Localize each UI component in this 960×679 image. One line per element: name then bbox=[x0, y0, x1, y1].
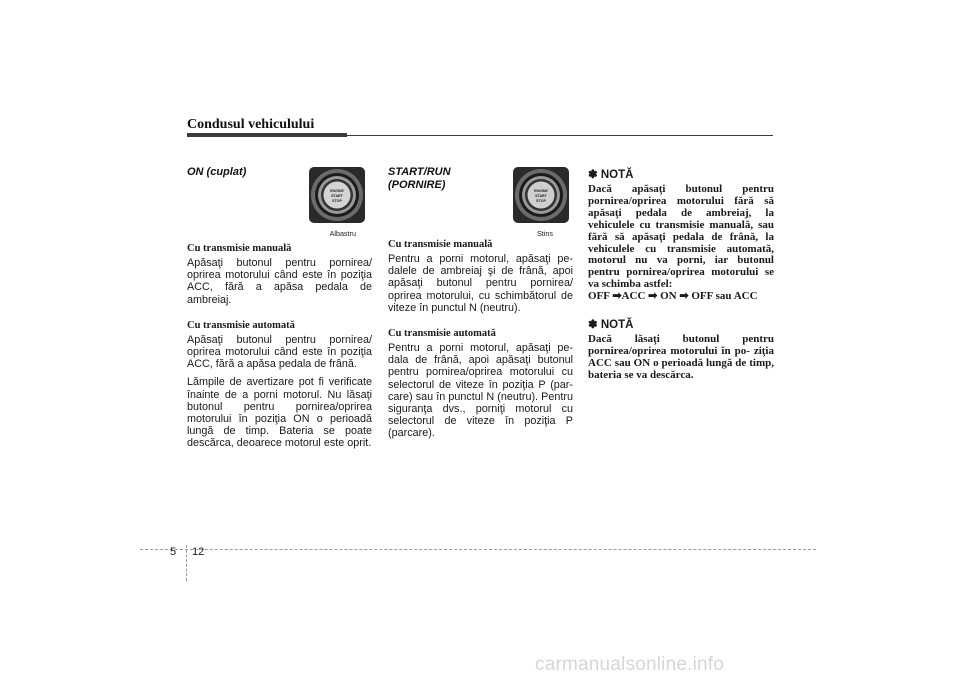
note-text: Dacă lăsaţi butonul pentru pornirea/oprirea motorului în po- ziţia ACC sau ON o perioadă lungă de timp, bateria se va descărca. bbox=[588, 333, 774, 381]
button-text-engine: ENGINE bbox=[534, 189, 548, 193]
button-text-stop: STOP bbox=[332, 199, 342, 203]
chapter-number: 5 bbox=[170, 546, 177, 558]
automatic-transmission-heading: Cu transmisie automată bbox=[187, 319, 295, 331]
header-rule-thick bbox=[187, 133, 347, 137]
footer-divider bbox=[140, 549, 816, 550]
col2-title bbox=[388, 166, 451, 192]
col1-title: ON (cuplat) bbox=[187, 166, 247, 178]
key-sequence: OFF ➡ACC ➡ ON ➡ OFF sau ACC bbox=[588, 290, 758, 303]
image-caption: Albastru bbox=[329, 229, 356, 238]
header-rule-thin bbox=[347, 135, 773, 136]
engine-start-stop-button-icon bbox=[309, 167, 365, 223]
section-title: Condusul vehiculului bbox=[187, 117, 315, 132]
watermark: carmanualsonline.info bbox=[535, 654, 725, 675]
engine-button-photo-blue bbox=[309, 167, 365, 223]
col1-manual-text: Apăsaţi butonul pentru pornirea/ oprirea motorului când este în poziţia ACC, fără a apăsa pedala de ambreiaj. bbox=[187, 257, 372, 306]
col2-body bbox=[388, 239, 573, 446]
engine-button-photo-off bbox=[513, 167, 569, 223]
footer-vertical-divider bbox=[186, 545, 187, 581]
button-text-start: START bbox=[535, 194, 547, 198]
image-caption: Stins bbox=[537, 229, 553, 238]
automatic-transmission-heading: Cu transmisie automată bbox=[388, 328, 496, 340]
col1-auto-text: Apăsaţi butonul pentru pornirea/ oprirea motorului când este în poziţia ACC, fără a apăsa pedala de frână. bbox=[187, 333, 372, 371]
col2-title-line1: START/RUN bbox=[388, 166, 451, 178]
col2-title-line2: (PORNIRE) bbox=[388, 179, 446, 191]
col1-warning-text: Lămpile de avertizare pot fi verificate înainte de a porni motorul. Nu lăsaţi butonul pentru pornirea/oprirea motorului în poziţia ON o perioadă lungă de timp. Bateria se poate descărca, deoarece motorul este oprit. bbox=[187, 376, 372, 450]
col2-manual-text: Pentru a porni motorul, apăsaţi pe- dalele de ambreiaj şi de frână, apoi apăsaţi butonul pentru pornirea/ oprirea motorului, cu schimbătorul de viteze în punctul N (neutru). bbox=[388, 253, 573, 314]
button-text-stop: STOP bbox=[536, 199, 546, 203]
note-text: Dacă apăsaţi butonul pentru pornirea/oprirea motorului fără să apăsaţi pedala de ambreiaj, la vehiculele cu transmisie manuală, sau fără să apăsaţi pedala de frână, la vehiculele cu transmisie automată, motorul nu va porni, iar butonul pentru pornirea/oprirea motorului se va schimba astfel: bbox=[588, 183, 774, 291]
note-heading: ✽ NOTĂ bbox=[588, 169, 634, 181]
note-heading: ✽ NOTĂ bbox=[588, 319, 634, 332]
manual-transmission-heading: Cu transmisie manuală bbox=[187, 243, 292, 254]
col2-auto-text: Pentru a porni motorul, apăsaţi pe- dala de frână, apoi apăsaţi butonul pentru pornirea/oprirea motorului cu selectorul de viteze în poziţia P (par- care) sau în punctul N (neutru). Pentru siguranţa dvs., porniţi motorul cu selectorul de viteze în poziţia P (parcare). bbox=[388, 342, 573, 440]
col1-body bbox=[187, 243, 372, 456]
notes-column bbox=[588, 167, 774, 396]
page-number: 12 bbox=[192, 546, 205, 558]
button-text-start: START bbox=[331, 194, 343, 198]
engine-start-stop-button-icon bbox=[513, 167, 569, 223]
manual-transmission-heading: Cu transmisie manuală bbox=[388, 239, 493, 250]
button-text-engine: ENGINE bbox=[330, 189, 344, 193]
